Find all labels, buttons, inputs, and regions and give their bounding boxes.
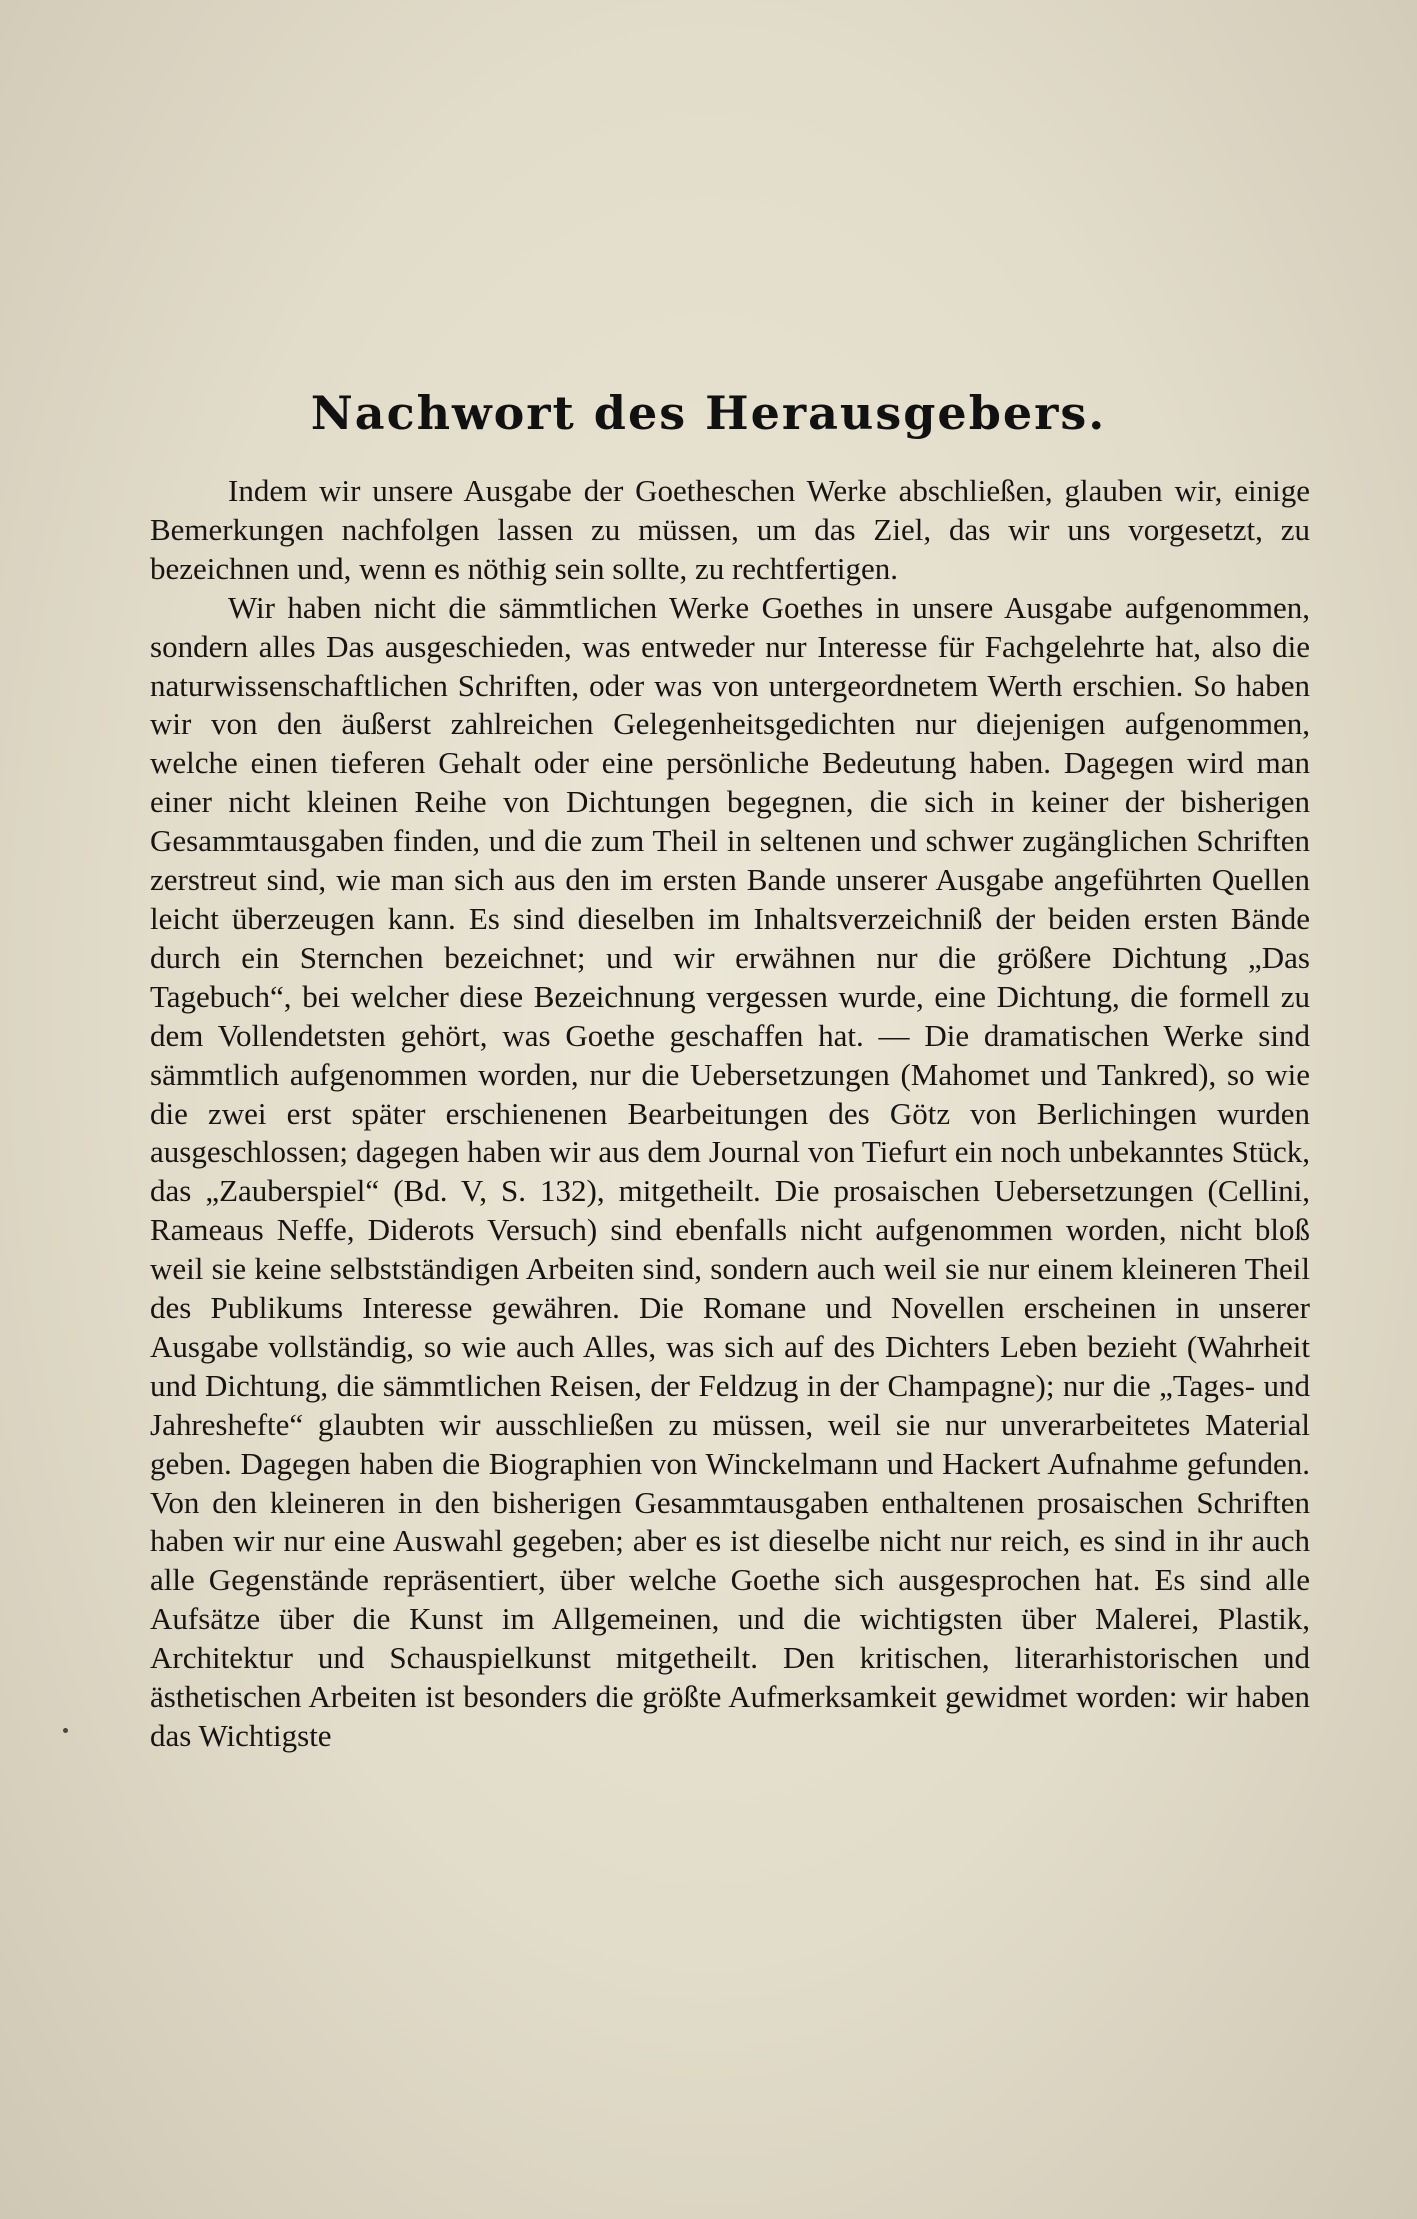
paragraph-1: Indem wir unsere Ausgabe der Goetheschen Werke abschließen, glauben wir, einige Bemerkungen nachfolgen lassen zu müssen, um das Ziel, das wir uns vorgesetzt, zu bezeichnen und, wenn es nöthig sein sollte, zu rechtfertigen. [150,473,1310,586]
paragraph-2: Wir haben nicht die sämmtlichen Werke Goethes in unsere Ausgabe aufgenommen, sondern alles Das ausgeschieden, was entweder nur Interesse für Fachgelehrte hat, also die naturwissenschaftlichen Schriften, oder was von untergeordnetem Werth erschien. So haben wir von den äußerst zahlreichen Gelegenheitsgedichten nur diejenigen aufgenommen, welche einen tieferen Gehalt oder eine persönliche Bedeutung haben. Dagegen wird man einer nicht kleinen Reihe von Dichtungen begegnen, die sich in keiner der bisherigen Gesammtausgaben finden, und die zum Theil in seltenen und schwer zugänglichen Schriften zerstreut sind, wie man sich aus den im ersten Bande unserer Ausgabe angeführten Quellen leicht überzeugen kann. Es sind dieselben im Inhaltsverzeichniß der beiden ersten Bände durch ein Sternchen bezeichnet; und wir erwähnen nur die größere Dichtung „Das Tagebuch“, bei welcher diese Bezeichnung vergessen wurde, eine Dichtung, die formell zu dem Vollendetsten gehört, was Goethe geschaffen hat. — Die dramatischen Werke sind sämmtlich aufgenommen worden, nur die Uebersetzungen (Mahomet und Tankred), so wie die zwei erst später erschienenen Bearbeitungen des Götz von Berlichingen wurden ausgeschlossen; dagegen haben wir aus dem Journal von Tiefurt ein noch unbekanntes Stück, das „Zauberspiel“ (Bd. V, S. 132), mitgetheilt. Die prosaischen Uebersetzungen (Cellini, Rameaus Neffe, Diderots Versuch) sind ebenfalls nicht aufgenommen worden, nicht bloß weil sie keine selbstständigen Arbeiten sind, sondern auch weil sie nur einem kleineren Theil des Publikums Interesse gewähren. Die Romane und Novellen erscheinen in unserer Ausgabe vollständig, so wie auch Alles, was sich auf des Dichters Leben bezieht (Wahrheit und Dichtung, die sämmtlichen Reisen, der Feldzug in der Champagne); nur die „Tages- und Jahreshefte“ glaubten wir ausschließen zu müssen, weil sie nur unverarbeitetes Material geben. Dagegen haben die Biographien von Winckelmann und Hackert Aufnahme gefunden. Von den kleineren in den bisherigen Gesammtausgaben enthaltenen prosaischen Schriften haben wir nur eine Auswahl gegeben; aber es ist dieselbe nicht nur reich, es sind in ihr auch alle Gegenstände repräsentiert, über welche Goethe sich ausgesprochen hat. Es sind alle Aufsätze über die Kunst im Allgemeinen, und die wichtigsten über Malerei, Plastik, Architektur und Schauspielkunst mitgetheilt. Den kritischen, literarhistorischen und ästhetischen Arbeiten ist besonders die größte Aufmerksamkeit gewidmet worden: wir haben das Wichtigste [150,589,1310,1753]
body-text [150,472,1310,1756]
page-title: Nachwort des Herausgebers. [310,385,1107,440]
print-speck [63,1728,68,1733]
